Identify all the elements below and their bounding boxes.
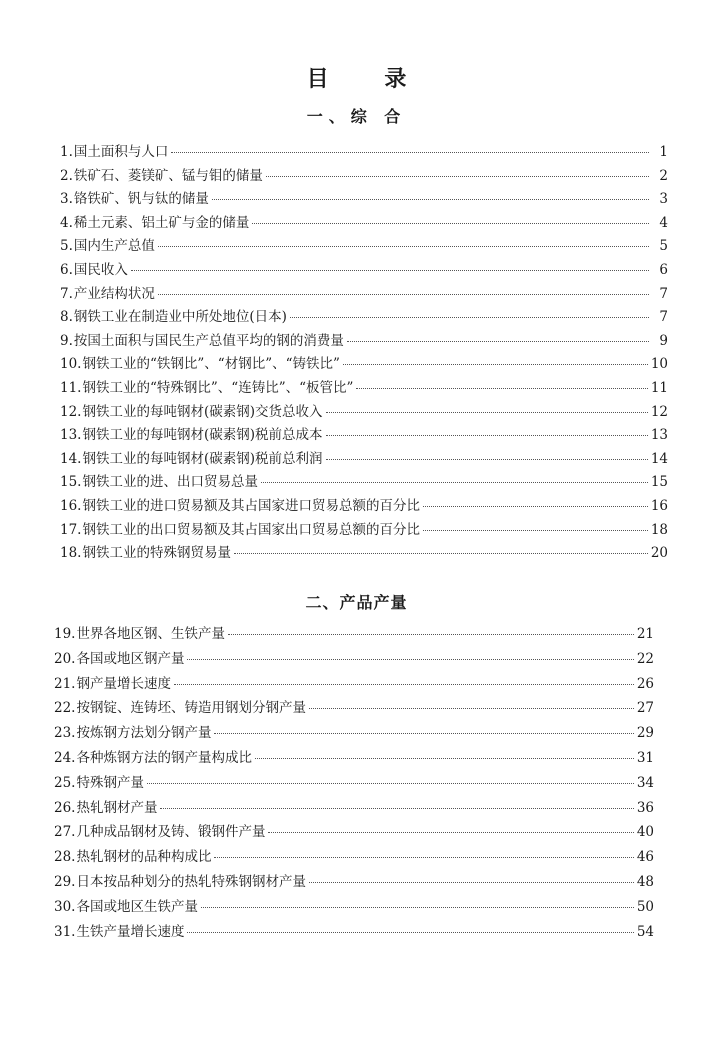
dot-leader: [290, 317, 649, 318]
toc-entry[interactable]: [54, 870, 654, 895]
toc-entry-number: 22.: [54, 700, 76, 717]
dot-leader: [201, 907, 634, 908]
toc-entry-page-number: 40: [636, 824, 654, 841]
toc-entry-title: 各国或地区钢产量: [76, 650, 185, 667]
toc-entry[interactable]: [60, 494, 668, 518]
toc-entry-number: 26.: [54, 799, 76, 816]
dot-leader: [261, 482, 648, 483]
toc-entry-title: 钢铁工业在制造业中所处地位(日本): [73, 309, 287, 326]
toc-entry-number: 9.: [60, 332, 73, 349]
toc-entry-number: 3.: [60, 191, 73, 208]
toc-entry-page-number: 2: [659, 167, 668, 184]
toc-entry-number: 27.: [54, 824, 76, 841]
dot-leader: [228, 634, 634, 635]
toc-entry-title: 钢铁工业的特殊钢贸易量: [82, 545, 231, 562]
toc-entry[interactable]: [60, 164, 668, 188]
toc-entry-title: 按钢锭、连铸坯、铸造用钢划分钢产量: [76, 700, 306, 717]
toc-entry-number: 6.: [60, 261, 73, 278]
toc-entry-title: 几种成品钢材及铸、锻钢件产量: [76, 824, 266, 841]
dot-leader: [423, 530, 648, 531]
toc-entry[interactable]: [54, 672, 654, 697]
toc-entry[interactable]: [54, 845, 654, 870]
dot-leader: [214, 857, 633, 858]
section-heading-general: 一、综 合: [306, 107, 407, 126]
toc-entry[interactable]: [60, 470, 668, 494]
dot-leader: [252, 223, 649, 224]
dot-leader: [214, 733, 633, 734]
page-title: 目 录: [306, 67, 431, 92]
toc-entry[interactable]: [54, 696, 654, 721]
toc-entry-page-number: 36: [636, 799, 654, 816]
dot-leader: [171, 152, 649, 153]
dot-leader: [347, 341, 649, 342]
toc-entry-page-number: 1: [659, 144, 668, 160]
toc-entry-page-number: 20: [650, 545, 668, 562]
toc-entry[interactable]: [60, 518, 668, 542]
toc-entry-title: 钢铁工业的每吨钢材(碳素钢)交货总收入: [82, 403, 323, 420]
dot-leader: [356, 388, 647, 389]
toc-entry[interactable]: [60, 282, 668, 306]
dot-leader: [309, 882, 634, 883]
toc-list-general: [60, 140, 668, 565]
dot-leader: [174, 684, 634, 685]
dot-leader: [326, 435, 648, 436]
toc-entry[interactable]: [54, 820, 654, 845]
toc-entry-number: 28.: [54, 849, 76, 866]
toc-entry-number: 16.: [60, 497, 82, 514]
toc-entry-title: 热轧钢材的品种构成比: [76, 849, 212, 866]
toc-entry-title: 稀土元素、铝土矿与金的储量: [73, 214, 250, 231]
toc-entry-title: 世界各地区钢、生铁产量: [76, 626, 225, 642]
dot-leader: [326, 412, 648, 413]
toc-entry-title: 钢铁工业的进口贸易额及其占国家进口贸易总额的百分比: [82, 497, 420, 514]
toc-entry-number: 13.: [60, 427, 82, 444]
toc-entry[interactable]: [60, 400, 668, 424]
toc-entry-page-number: 3: [659, 191, 668, 208]
toc-entry-number: 24.: [54, 749, 76, 766]
toc-entry-page-number: 26: [636, 675, 654, 692]
toc-entry-title: 热轧钢材产量: [76, 799, 158, 816]
toc-entry[interactable]: [60, 329, 668, 353]
dot-leader: [343, 364, 648, 365]
toc-entry-title: 各种炼钢方法的钢产量构成比: [76, 749, 252, 766]
toc-entry[interactable]: [60, 376, 668, 400]
toc-entry-page-number: 48: [636, 873, 654, 890]
dot-leader: [147, 783, 634, 784]
toc-entry-number: 12.: [60, 403, 82, 420]
toc-entry[interactable]: [54, 796, 654, 821]
toc-entry-title: 钢铁工业的每吨钢材(碳素钢)税前总成本: [82, 427, 323, 444]
toc-entry-page-number: 5: [659, 238, 668, 255]
toc-entry-page-number: 7: [659, 285, 668, 302]
toc-entry-page-number: 50: [636, 898, 654, 915]
toc-entry-page-number: 14: [650, 450, 668, 467]
toc-entry[interactable]: [60, 187, 668, 211]
toc-list-production: [54, 622, 654, 944]
dot-leader: [268, 832, 633, 833]
toc-entry[interactable]: [54, 920, 654, 945]
dot-leader: [160, 808, 633, 809]
toc-entry-title: 国土面积与人口: [73, 144, 169, 160]
toc-entry-number: 30.: [54, 898, 76, 915]
section-heading-production: 二、产品产量: [305, 593, 408, 612]
toc-entry-number: 5.: [60, 238, 73, 255]
toc-entry[interactable]: [54, 647, 654, 672]
dot-leader: [234, 553, 648, 554]
toc-entry[interactable]: [54, 895, 654, 920]
toc-entry-title: 各国或地区生铁产量: [76, 898, 198, 915]
toc-entry-page-number: 54: [636, 923, 654, 940]
toc-entry[interactable]: [60, 447, 668, 471]
toc-entry-page-number: 34: [636, 774, 654, 791]
toc-entry-title: 钢铁工业的出口贸易额及其占国家出口贸易总额的百分比: [82, 521, 420, 538]
toc-entry-title: 国民收入: [73, 261, 128, 278]
toc-entry-page-number: 12: [650, 403, 668, 420]
toc-entry-title: 日本按品种划分的热轧特殊钢钢材产量: [76, 873, 306, 890]
toc-entry[interactable]: [54, 622, 654, 647]
toc-entry[interactable]: [60, 423, 668, 447]
toc-entry-number: 17.: [60, 521, 82, 538]
toc-entry-page-number: 4: [659, 214, 668, 231]
dot-leader: [266, 176, 649, 177]
dot-leader: [131, 270, 649, 271]
dot-leader: [212, 199, 649, 200]
toc-entry-number: 7.: [60, 285, 73, 302]
toc-entry-number: 15.: [60, 474, 82, 491]
toc-entry-title: 生铁产量增长速度: [76, 923, 185, 940]
toc-entry-title: 铬铁矿、钒与钛的储量: [73, 191, 209, 208]
toc-entry-number: 19.: [54, 626, 76, 642]
toc-entry[interactable]: [60, 541, 668, 565]
toc-entry-page-number: 29: [636, 725, 654, 742]
toc-entry-number: 10.: [60, 356, 82, 373]
toc-entry-number: 8.: [60, 309, 73, 326]
toc-entry-number: 20.: [54, 650, 76, 667]
toc-entry-number: 23.: [54, 725, 76, 742]
dot-leader: [326, 459, 648, 460]
toc-entry-page-number: 11: [650, 379, 668, 396]
toc-entry-number: 4.: [60, 214, 73, 231]
toc-entry[interactable]: [60, 234, 668, 258]
toc-entry-title: 铁矿石、菱镁矿、锰与钼的储量: [73, 167, 263, 184]
toc-entry[interactable]: [54, 721, 654, 746]
toc-entry-page-number: 9: [659, 332, 668, 349]
toc-entry-page-number: 21: [636, 626, 654, 642]
toc-entry[interactable]: [60, 352, 668, 376]
toc-entry-title: 钢铁工业的“特殊钢比”、“连铸比”、“板管比”: [82, 379, 354, 396]
toc-entry-page-number: 31: [636, 749, 654, 766]
toc-entry-page-number: 7: [659, 309, 668, 326]
toc-entry-title: 国内生产总值: [73, 238, 155, 255]
toc-entry[interactable]: [60, 258, 668, 282]
toc-entry-page-number: 22: [636, 650, 654, 667]
toc-entry-page-number: 46: [636, 849, 654, 866]
toc-entry[interactable]: [54, 771, 654, 796]
dot-leader: [187, 932, 633, 933]
toc-entry-page-number: 10: [650, 356, 668, 373]
dot-leader: [158, 294, 649, 295]
toc-entry[interactable]: [60, 140, 668, 164]
toc-entry-number: 1.: [60, 144, 73, 160]
toc-entry-page-number: 27: [636, 700, 654, 717]
toc-entry-title: 按国土面积与国民生产总值平均的钢的消费量: [73, 332, 344, 349]
toc-entry-title: 钢铁工业的进、出口贸易总量: [82, 474, 258, 491]
dot-leader: [187, 659, 633, 660]
toc-entry-number: 18.: [60, 545, 82, 562]
dot-leader: [309, 708, 634, 709]
toc-entry[interactable]: [54, 746, 654, 771]
toc-entry-title: 钢铁工业的“铁钢比”、“材钢比”、“铸铁比”: [82, 356, 340, 373]
toc-entry-page-number: 6: [659, 261, 668, 278]
dot-leader: [423, 506, 648, 507]
toc-entry-title: 钢产量增长速度: [76, 675, 171, 692]
toc-entry-number: 29.: [54, 873, 76, 890]
toc-entry-page-number: 16: [650, 497, 668, 514]
toc-entry-page-number: 13: [650, 427, 668, 444]
dot-leader: [158, 246, 649, 247]
toc-entry-title: 特殊钢产量: [76, 774, 144, 791]
toc-entry-number: 25.: [54, 774, 76, 791]
dot-leader: [255, 758, 634, 759]
toc-entry-page-number: 15: [650, 474, 668, 491]
toc-entry[interactable]: [60, 305, 668, 329]
toc-entry[interactable]: [60, 211, 668, 235]
toc-entry-number: 14.: [60, 450, 82, 467]
toc-entry-title: 产业结构状况: [73, 285, 155, 302]
toc-entry-page-number: 18: [650, 521, 668, 538]
toc-entry-number: 31.: [54, 923, 76, 940]
toc-entry-title: 钢铁工业的每吨钢材(碳素钢)税前总利润: [82, 450, 323, 467]
toc-entry-number: 21.: [54, 675, 76, 692]
toc-entry-number: 11.: [60, 379, 82, 396]
toc-entry-number: 2.: [60, 167, 73, 184]
toc-entry-title: 按炼钢方法划分钢产量: [76, 725, 212, 742]
